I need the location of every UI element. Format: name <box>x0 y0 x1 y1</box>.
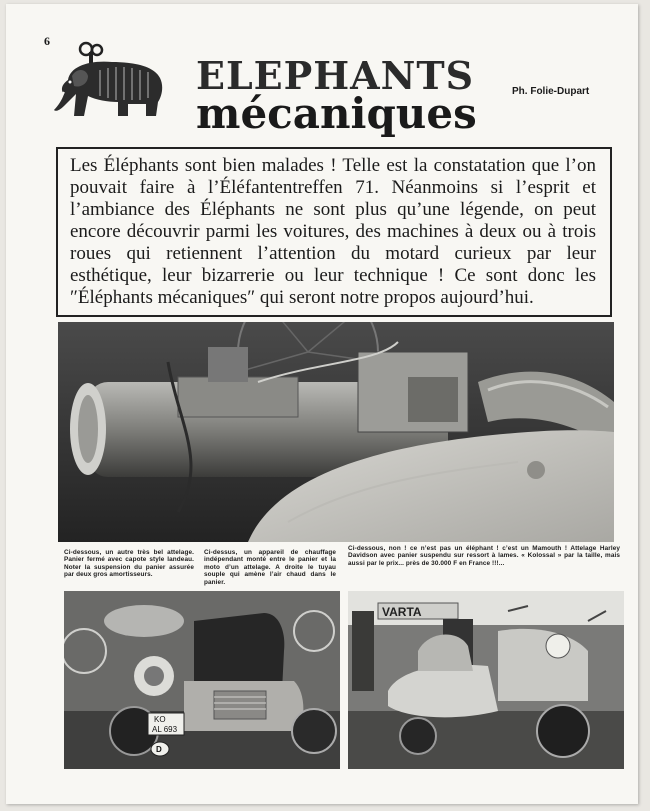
plate-number: AL 693 <box>152 725 178 734</box>
magazine-page <box>6 4 638 804</box>
photo-heater <box>58 322 614 542</box>
author-credit: Ph. Folie-Dupart <box>512 86 590 97</box>
intro-text: Les Éléphants sont bien malades ! Telle est la constatation que l’on pouvait faire à l’Éléfantentreffen 71. Néanmoins si l’esprit et l’ambiance des Éléphants ne sont plus qu’une légende, on peut encore découvrir parmi les voitures, des machines à deux ou à trois roues qui retiennent l’attention du motard curieux par leur esthétique, leur bizarrerie ou leur technique ! Ce sont donc les ″Éléphants mécaniques″ qui seront notre propos aujourd’hui. <box>70 155 596 308</box>
photo-sidecar-landau <box>64 591 340 769</box>
caption-harley-mamouth: Ci-dessous, non ! ce n’est pas un éléphant ! c’est un Mamouth ! Attelage Harley Davidson avec panier suspendu sur ressort à lames. « Kolossal » par la taille, mais aussi par le prix... près de 30.000 F en France !!!... <box>348 545 620 567</box>
caption-sidecar-landau: Ci-dessous, un autre très bel attelage. Panier fermé avec capote style landeau. Noter la suspension du panier assurée par deux gros amortisseurs. <box>64 549 194 579</box>
caption-heater: Ci-dessus, un appareil de chauffage indépendant monté entre le panier et la moto d’un attelage. A droite le tuyau souple qui amène l’air chaud dans le panier. <box>204 549 336 586</box>
photo-harley-sidecar <box>348 591 624 769</box>
mechanical-elephant-logo <box>50 40 172 120</box>
varta-sign: VARTA <box>382 605 422 619</box>
country-badge: D <box>156 745 162 754</box>
title-elephants: ELEPHANTS <box>196 53 475 98</box>
intro-box <box>56 147 612 317</box>
page-number: 6 <box>44 34 50 48</box>
plate-country-code: KO <box>154 715 166 724</box>
title-mecaniques: mécaniques <box>196 89 477 138</box>
